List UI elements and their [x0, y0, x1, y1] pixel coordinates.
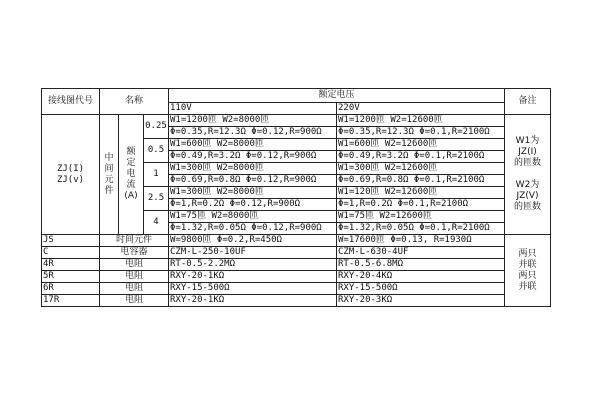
component-name: 电容器	[100, 247, 169, 259]
component-spec-110v: RXY-15-500Ω	[169, 283, 337, 295]
v110-coil-turns: W1=300匝 W2=8000匝	[169, 163, 337, 175]
component-name: 电阻	[100, 283, 169, 295]
component-spec-220v: W=17600匝 Φ=0.13, R=1930Ω	[337, 235, 505, 247]
v220-coil-turns: W1=600匝 W2=12600匝	[337, 139, 505, 151]
v110-coil-turns: W1=1200匝 W2=8000匝	[169, 115, 337, 127]
v220-flux-resistance: Φ=1,R=0.2Ω Φ=0.1,R=2100Ω	[337, 199, 505, 211]
v220-flux-resistance: Φ=0.35,R=12.3Ω Φ=0.1,R=2100Ω	[337, 127, 505, 139]
component-spec-110v: W=9800匝 Φ=0.2,R=450Ω	[169, 235, 337, 247]
component-code: 6R	[42, 283, 100, 295]
relay-element-label: 中 间 元 件	[100, 115, 119, 235]
header-220v: 220V	[337, 103, 505, 115]
component-name: 时间元件	[100, 235, 169, 247]
component-spec-110v: CZM-L-250-10UF	[169, 247, 337, 259]
component-code: 5R	[42, 271, 100, 283]
v110-flux-resistance: Φ=0.35,R=12.3Ω Φ=0.12,R=900Ω	[169, 127, 337, 139]
header-110v: 110V	[169, 103, 337, 115]
component-name: 电阻	[100, 295, 169, 307]
header-remark: 备注	[505, 89, 551, 115]
v220-flux-resistance: Φ=0.49,R=3.2Ω Φ=0.1,R=2100Ω	[337, 151, 505, 163]
component-spec-220v: CZM-L-630-4UF	[337, 247, 505, 259]
component-spec-110v: RXY-20-1KΩ	[169, 295, 337, 307]
component-remark: 两只 并联 两只 并联	[505, 235, 551, 307]
v110-flux-resistance: Φ=1.32,R=0.05Ω Φ=0.12,R=900Ω	[169, 223, 337, 235]
v110-coil-turns: W1=600匝 W2=8000匝	[169, 139, 337, 151]
current-value: 1	[144, 163, 169, 187]
v110-flux-resistance: Φ=0.69,R=0.8Ω Φ=0.12,R=900Ω	[169, 175, 337, 187]
component-name: 电阻	[100, 271, 169, 283]
v220-flux-resistance: Φ=1.32,R=0.05Ω Φ=0.1,R=2100Ω	[337, 223, 505, 235]
component-name: 电阻	[100, 259, 169, 271]
v110-coil-turns: W1=300匝 W2=8000匝	[169, 187, 337, 199]
v220-coil-turns: W1=1200匝 W2=12600匝	[337, 115, 505, 127]
relay-code-cell	[42, 115, 100, 235]
current-value: 2.5	[144, 187, 169, 211]
relay-remark: W1为 JZ(I) 的匝数 W2为 JZ(V) 的匝数	[505, 115, 551, 235]
header-name: 名称	[100, 89, 169, 115]
header-wiring-code: 接线图代号	[42, 89, 100, 115]
component-code: JS	[42, 235, 100, 247]
current-value: 0.5	[144, 139, 169, 163]
v220-coil-turns: W1=300匝 W2=12600匝	[337, 163, 505, 175]
relay-code-line-1: ZJ(I)	[56, 163, 85, 174]
component-spec-220v: RT-0.5-6.8MΩ	[337, 259, 505, 271]
relay-spec-table	[41, 88, 551, 307]
current-value: 0.25	[144, 115, 169, 139]
relay-code-line-2: ZJ(v)	[56, 174, 85, 185]
v110-flux-resistance: Φ=1,R=0.2Ω Φ=0.12,R=900Ω	[169, 199, 337, 211]
component-spec-220v: RXY-20-3KΩ	[337, 295, 505, 307]
component-spec-220v: RXY-15-500Ω	[337, 283, 505, 295]
component-spec-110v: RT-0.5-2.2MΩ	[169, 259, 337, 271]
header-rated-voltage: 额定电压	[169, 89, 505, 103]
component-code: C	[42, 247, 100, 259]
v220-coil-turns: W1=120匝 W2=12600匝	[337, 187, 505, 199]
v220-coil-turns: W1=75匝 W2=12600匝	[337, 211, 505, 223]
v110-coil-turns: W1=75匝 W2=8000匝	[169, 211, 337, 223]
current-value: 4	[144, 211, 169, 235]
component-code: 17R	[42, 295, 100, 307]
component-spec-220v: RXY-20-4KΩ	[337, 271, 505, 283]
rated-current-label: 额 定 电 流 (A)	[119, 115, 144, 235]
component-spec-110v: RXY-20-1KΩ	[169, 271, 337, 283]
v110-flux-resistance: Φ=0.49,R=3.2Ω Φ=0.12,R=900Ω	[169, 151, 337, 163]
component-code: 4R	[42, 259, 100, 271]
v220-flux-resistance: Φ=0.69,R=0.8Ω Φ=0.1,R=2100Ω	[337, 175, 505, 187]
